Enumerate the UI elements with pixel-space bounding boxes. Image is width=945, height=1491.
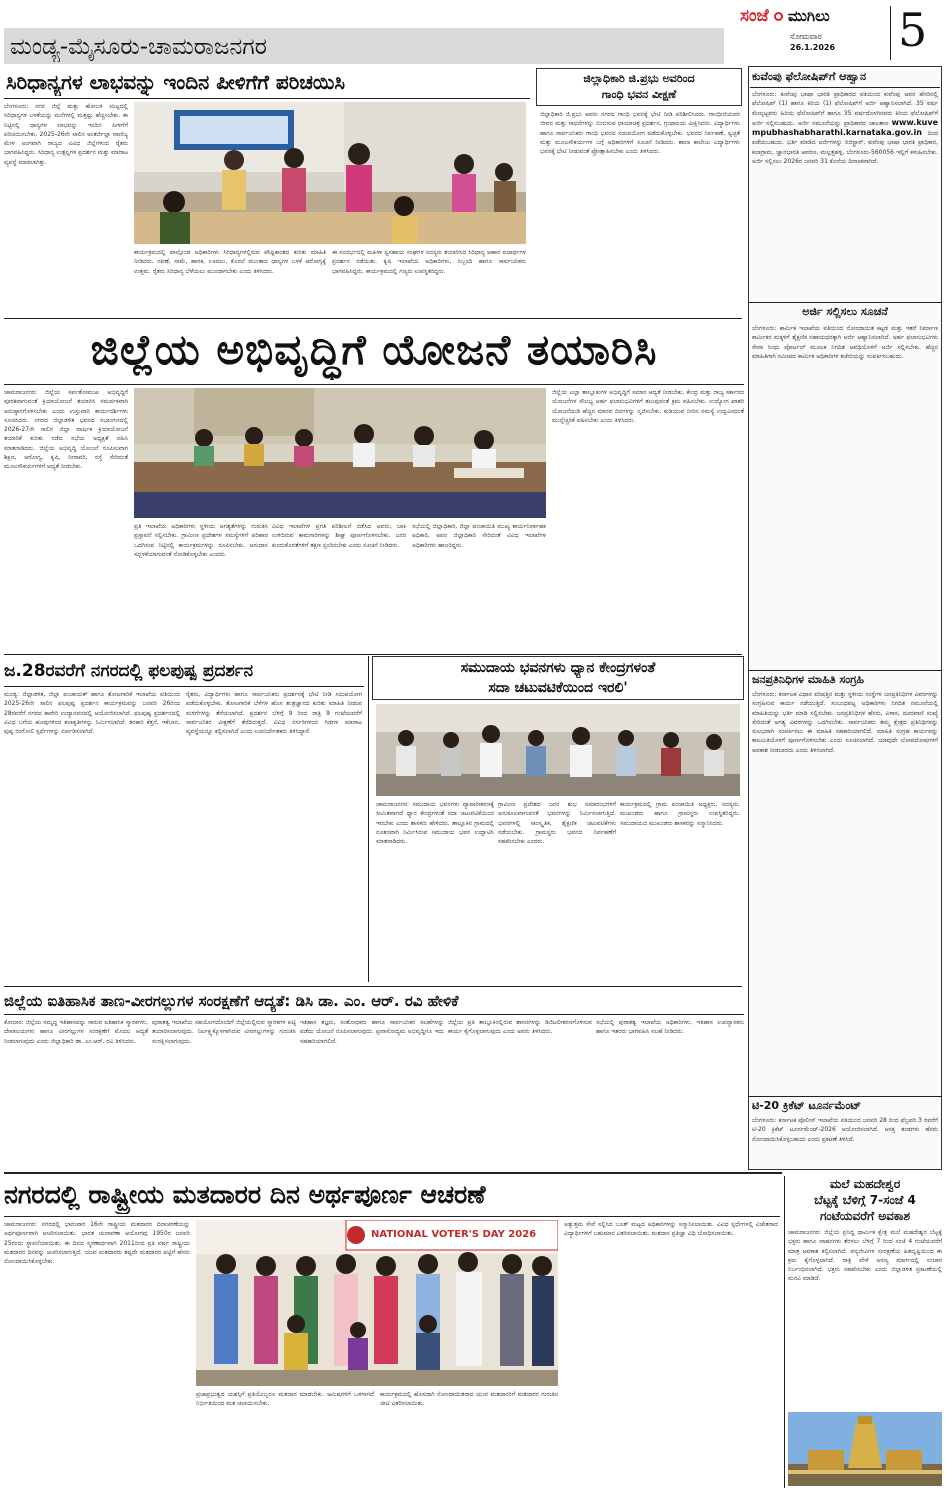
page-number: 5: [898, 3, 928, 57]
story-district-plan-col3: ವಿವಿಧ ಇಲಾಖೆಗಳ ಪ್ರಗತಿ ಪರಿಶೀಲನೆ ನಡೆಸಿದ ಅವರು, ಬಾಕಿ ಉಳಿದಿರುವ ಕಾಮಗಾರಿಗಳನ್ನು ಶೀಘ್ರ ಪೂರ್ಣಗೊಳಿಸಬೇಕು. ಜನರ ಕುಂದುಕೊರತೆಗಳಿಗೆ ತಕ್ಷಣ ಸ್ಪಂದಿಸಬೇಕು ಎಂದು ಸೂಚನೆ ನೀಡಿದರು.: [272, 523, 406, 549]
divider-story6-top: [4, 986, 742, 987]
story-mm-hills: [788, 1176, 942, 1488]
story-millets-col1: ಬೆಂಗಳೂರು: ನಗರ ಜಿಲ್ಲೆ ಮತ್ತು ಹೋಬಳಿ ಮಟ್ಟದಲ್ಲಿ ಸಿರಿಧಾನ್ಯಗಳ ಬಳಕೆಯನ್ನು ಮನೆಗಳಲ್ಲಿ ಮತ್ತಷ್ಟು ಹೆಚ್ಚಿಸಬೇಕು. ಈ ನಿಟ್ಟಿನಲ್ಲಿ ಧಾನ್ಯಗಳ ಲಾಭವನ್ನು ಇಂದಿನ ಪೀಳಿಗೆಗೆ ಪರಿಚಯಿಸಬೇಕು. 2025-26ನೇ ಸಾಲಿನ ಅಂತರ್ಜಿಲ್ಲಾ ವಾಣಿಜ್ಯ ಮೇಳ ಅಂಗವಾಗಿ ರಾಜ್ಯದ ವಿವಿಧ ಜಿಲ್ಲೆಗಳಿಂದ ರೈತರು ಭಾಗವಹಿಸಿದ್ದರು. ಸಿರಿಧಾನ್ಯ ಉತ್ಪನ್ನಗಳ ಪ್ರದರ್ಶನ ಮತ್ತು ಮಾರಾಟ ವ್ಯವಸ್ಥೆ ಮಾಡಲಾಗಿತ್ತು.: [4, 103, 128, 166]
story-community-halls-photo: [376, 704, 740, 796]
story-district-plan-photo: [134, 388, 546, 518]
logo: [740, 6, 890, 30]
logo-part1: ಸಂಜೆ: [740, 6, 769, 26]
story-heritage-col4: ಜಿಲ್ಲೆಯ ಪ್ರತಿ ತಾಲ್ಲೂಕಿನಲ್ಲಿರುವ ಶಾಸನಗಳನ್ನು ಡಿಜಿಟಲೀಕರಣಗೊಳಿಸುವ ಕಾರ್ಯ ಕೈಗೊಳ್ಳಲಾಗುವುದು ಎಂದು ಅವರು ತಿಳಿಸಿದರು.: [448, 1019, 592, 1036]
story-voters-day-col3: ಕಾರ್ಯಕ್ರಮದಲ್ಲಿ ಹೊಸದಾಗಿ ನೋಂದಾಯಿತರಾದ ಯುವ ಮತದಾರರಿಗೆ ಮತದಾರರ ಗುರುತಿನ ಚೀಟಿ ವಿತರಿಸಲಾಯಿತು.: [380, 1391, 558, 1408]
story-community-halls-col2: ಗ್ರಾಮೀಣ ಪ್ರದೇಶದ ಜನರ ಶುಭ ಸಮಾರಂಭಗಳಿಗೆ ಅನುಕೂಲವಾಗುವಂತೆ ಭವನಗಳನ್ನು ನಿರ್ಮಿಸಲಾಗುತ್ತಿದೆ. ಭವನಗಳಲ್ಲಿ ಸಾಂಸ್ಕೃತಿಕ, ಶೈಕ್ಷಣಿಕ ಚಟುವಟಿಕೆಗಳು ನಡೆಯಬೇಕು. ಗ್ರಾಮಸ್ಥರು ಭವನದ ನಿರ್ವಹಣೆಗೆ ಸಹಕರಿಸಬೇಕು ಎಂದರು.: [498, 801, 616, 846]
sidebar: [748, 66, 942, 1172]
story-flower-show-headline: ಜ.28ರವರೆಗೆ ನಗರದಲ್ಲಿ ಫಲಪುಷ್ಪ ಪ್ರದರ್ಶನ: [4, 661, 254, 681]
story-heritage: [4, 988, 744, 1168]
issue-day: ಸೋಮವಾರ: [790, 32, 822, 41]
issue-date: 26.1.2026: [790, 43, 836, 52]
sidebar-fellowship-body: [752, 90, 938, 298]
story-mm-hills-body: ಚಾಮರಾಜನಗರ: ಜಿಲ್ಲೆಯ ಪ್ರಸಿದ್ಧ ಧಾರ್ಮಿಕ ಕ್ಷೇತ್ರ ಮಲೆ ಮಹದೇಶ್ವರ ಬೆಟ್ಟಕ್ಕೆ ಭಕ್ತರು ಹಾಗೂ ವಾಹನಗಳು ತೆರಳಲು ಬೆಳಿಗ್ಗೆ 7 ರಿಂದ ಸಂಜೆ 4 ಗಂಟೆಯವರೆಗೆ ಮಾತ್ರ ಅವಕಾಶ ಕಲ್ಪಿಸಲಾಗಿದೆ. ವನ್ಯಜೀವಿಗಳ ಸಂರಕ್ಷಣೆಯ ಹಿತದೃಷ್ಟಿಯಿಂದ ಈ ಕ್ರಮ ಕೈಗೊಳ್ಳಲಾಗಿದೆ. ರಾತ್ರಿ ವೇಳೆ ಅರಣ್ಯ ಮಾರ್ಗದಲ್ಲಿ ಸಂಚಾರ ನಿರ್ಬಂಧಿಸಲಾಗಿದೆ. ಭಕ್ತರು ಸಹಕರಿಸಬೇಕು ಎಂದು ಜಿಲ್ಲಾಡಳಿತ ಪ್ರಕಟಣೆಯಲ್ಲಿ ಮನವಿ ಮಾಡಿದೆ.: [788, 1229, 942, 1283]
sidebar-fellowship-url[interactable]: www.kuvempubhashabharathi.karnataka.gov.in: [752, 117, 938, 138]
story-community-halls-col3: ಕಾರ್ಯಕ್ರಮದಲ್ಲಿ ಗ್ರಾಮ ಪಂಚಾಯಿತಿ ಅಧ್ಯಕ್ಷರು, ಸದಸ್ಯರು, ಮುಖಂಡರು ಹಾಗೂ ಗ್ರಾಮಸ್ಥರು ಉಪಸ್ಥಿತರಿದ್ದರು. ಸಮುದಾಯದ ಮುಖಂಡರು ಶಾಸಕರನ್ನು ಸನ್ಮಾನಿಸಿದರು.: [620, 801, 740, 827]
sidebar-divider-1: [748, 302, 942, 303]
story-district-plan-col4: ಸಭೆಯಲ್ಲಿ ಜಿಲ್ಲಾಧಿಕಾರಿ, ಜಿಲ್ಲಾ ಪಂಚಾಯಿತಿ ಮುಖ್ಯ ಕಾರ್ಯನಿರ್ವಾಹಕ ಅಧಿಕಾರಿ, ಅಪರ ಜಿಲ್ಲಾಧಿಕಾರಿ ಸೇರಿದಂತೆ ವಿವಿಧ ಇಲಾಖೆಗಳ ಅಧಿಕಾರಿಗಳು ಹಾಜರಿದ್ದರು.: [412, 523, 546, 549]
divider-story8-left: [784, 1176, 785, 1488]
story-district-plan-col1: ಚಾಮರಾಜನಗರ: ಜಿಲ್ಲೆಯ ಸರ್ವತೋಮುಖ ಅಭಿವೃದ್ಧಿಗೆ ಪೂರಕವಾಗುವಂತೆ ಕ್ರಿಯಾಯೋಜನೆ ತಯಾರಿಸಿ ಸಮರ್ಪಕವಾಗಿ ಅನುಷ್ಠಾನಗೊಳಿಸಬೇಕು ಎಂದು ಉಸ್ತುವಾರಿ ಕಾರ್ಯದರ್ಶಿಗಳು ಸೂಚಿಸಿದರು. ನಗರದ ಜಿಲ್ಲಾಡಳಿತ ಭವನದ ಸಭಾಂಗಣದಲ್ಲಿ 2026-27ನೇ ಸಾಲಿನ ಜಿಲ್ಲಾ ವಾರ್ಷಿಕ ಕ್ರಿಯಾಯೋಜನೆ ತಯಾರಿಕೆ ಕುರಿತು ನಡೆದ ಸಭೆಯ ಅಧ್ಯಕ್ಷತೆ ವಹಿಸಿ ಮಾತನಾಡಿದರು. ಜಿಲ್ಲೆಯ ಅಭಿವೃದ್ಧಿ ಯೋಜನೆ ರೂಪಿಸುವಾಗ ಶಿಕ್ಷಣ, ಆರೋಗ್ಯ, ಕೃಷಿ, ನೀರಾವರಿ, ರಸ್ತೆ ಸೇರಿದಂತೆ ಮೂಲಸೌಕರ್ಯಗಳಿಗೆ ಆದ್ಯತೆ ನೀಡಬೇಕು.: [4, 389, 128, 471]
sidebar-cricket-body: ಬೆಂಗಳೂರು: ಕರ್ನಾಟಕ ಪೊಲೀಸ್ ಇಲಾಖೆಯ ವತಿಯಿಂದ ಜನವರಿ 28 ರಿಂದ ಫೆಬ್ರವರಿ 3 ರವರೆಗೆ ಟಿ-20 ಕ್ರಿಕೆಟ್ ಟೂರ್ನಮೆಂಟ್-2026 ಆಯೋಜಿಸಲಾಗಿದೆ. ಆಸಕ್ತ ತಂಡಗಳು ಹೆಸರು ನೋಂದಾಯಿಸಿಕೊಳ್ಳಬಹುದು ಎಂದು ಪ್ರಕಟಣೆ ತಿಳಿಸಿದೆ.: [752, 1117, 938, 1143]
story-heritage-rule: [4, 1014, 744, 1015]
divider-story5-left: [368, 656, 369, 982]
divider-story3-top: [4, 318, 742, 319]
story-district-plan-col5: ಜಿಲ್ಲೆಯ ಎಲ್ಲಾ ತಾಲ್ಲೂಕುಗಳ ಅಭಿವೃದ್ಧಿಗೆ ಸಮಾನ ಆದ್ಯತೆ ನೀಡಬೇಕು. ಕೇಂದ್ರ ಮತ್ತು ರಾಜ್ಯ ಸರ್ಕಾರದ ಯೋಜನೆಗಳ ಸೌಲಭ್ಯ ಅರ್ಹ ಫಲಾನುಭವಿಗಳಿಗೆ ತಲುಪುವಂತೆ ಕ್ರಮ ವಹಿಸಬೇಕು. ಉದ್ಯೋಗ ಖಾತರಿ ಯೋಜನೆಯಡಿ ಹೆಚ್ಚಿನ ಮಾನವ ದಿನಗಳನ್ನು ಸೃಜಿಸಬೇಕು. ಕುಡಿಯುವ ನೀರಿನ ಸಮಸ್ಯೆ ಉದ್ಭವಿಸದಂತೆ ಮುನ್ನೆಚ್ಚರಿಕೆ ವಹಿಸಬೇಕು ಎಂದು ತಿಳಿಸಿದರು.: [552, 389, 744, 424]
story-community-halls-col1: ಚಾಮರಾಜನಗರ: ಸಮುದಾಯ ಭವನಗಳು ವ್ಯಾಪಾರೀಕರಣಕ್ಕೆ ಸೀಮಿತವಾಗದೆ ಧ್ಯಾನ ಕೇಂದ್ರಗಳಂತೆ ಸದಾ ಚಟುವಟಿಕೆಯಿಂದ ಇರಬೇಕು ಎಂದು ಶಾಸಕರು ಹೇಳಿದರು. ತಾಲ್ಲೂಕಿನ ಗ್ರಾಮದಲ್ಲಿ ನೂತನವಾಗಿ ನಿರ್ಮಿಸಿರುವ ಸಮುದಾಯ ಭವನ ಉದ್ಘಾಟಿಸಿ ಮಾತನಾಡಿದರು.: [376, 801, 494, 846]
story-flower-show-rule: [4, 686, 364, 687]
story-millets-col3: ಈ ಸಂದರ್ಭದಲ್ಲಿ ಮಹಿಳಾ ಸ್ವಸಹಾಯ ಸಂಘಗಳ ಸದಸ್ಯರು ತಯಾರಿಸಿದ ಸಿರಿಧಾನ್ಯ ಆಹಾರ ಪದಾರ್ಥಗಳ ಪ್ರದರ್ಶನ ನಡೆಯಿತು. ಕೃಷಿ ಇಲಾಖೆಯ ಅಧಿಕಾರಿಗಳು, ಸಿಬ್ಬಂದಿ ಹಾಗೂ ಸಾರ್ವಜನಿಕರು ಭಾಗವಹಿಸಿದ್ದರು. ಕಾರ್ಯಕ್ರಮದಲ್ಲಿ ಗಣ್ಯರು ಉಪಸ್ಥಿತರಿದ್ದರು.: [332, 249, 526, 275]
story-community-halls-headline-line2: ಸದಾ ಚಟುವಟಿಕೆಯಿಂದ ಇರಲಿ': [488, 680, 628, 696]
story-voters-day: [4, 1176, 780, 1488]
sidebar-apply-title: ಅರ್ಜಿ ಸಲ್ಲಿಸಲು ಸೂಚನೆ: [802, 305, 888, 318]
story-gandhi-bhavan: [536, 68, 742, 314]
sidebar-fellowship-text: ಬೆಂಗಳೂರು: ಕುವೆಂಪು ಭಾಷಾ ಭಾರತಿ ಪ್ರಾಧಿಕಾರದ ವತಿಯಿಂದ ಕುವೆಂಪು ಅವರ ಹೆಸರಿನಲ್ಲಿ ಫೆಲೋಷಿಪ್ (1) ಹಾಗೂ ಕಿರಿಯ (1) ಫೆಲೋಷಿಪ್‌ಗೆ ಅರ್ಜಿ ಆಹ್ವಾನಿಸಲಾಗಿದೆ. 35 ವರ್ಷ ಮೇಲ್ಪಟ್ಟವರು ಹಿರಿಯ ಫೆಲೋಷಿಪ್‌ಗೆ ಹಾಗೂ 35 ವರ್ಷದೊಳಗಿನವರು ಕಿರಿಯ ಫೆಲೋಷಿಪ್‌ಗೆ ಅರ್ಜಿ ಸಲ್ಲಿಸಬಹುದು. ಅರ್ಜಿ ನಮೂನೆಯನ್ನು ಪ್ರಾಧಿಕಾರದ ಜಾಲತಾಣ: [752, 91, 938, 127]
meeting-photo-svg: [134, 388, 546, 518]
logo-part2: ಮುಗಿಲು: [787, 7, 830, 25]
voters-photo-svg: [196, 1220, 558, 1386]
sidebar-fellowship-text2: ದಿಂದ ಪಡೆಯಬಹುದು. ಭರ್ತಿ ಮಾಡಿದ ಅರ್ಜಿಗಳನ್ನು ರಿಜಿಸ್ಟ್ರಾರ್, ಕುವೆಂಪು ಭಾಷಾ ಭಾರತಿ ಪ್ರಾಧಿಕಾರ, ಕಲಾಗ್ರಾಮ, ಜ್ಞಾನಭಾರತಿ ಆವರಣ, ಮಲ್ಲತ್ತಹಳ್ಳಿ, ಬೆಂಗಳೂರು-560056 ಇಲ್ಲಿಗೆ ಕಳುಹಿಸಬೇಕು. ಅರ್ಜಿ ಸಲ್ಲಿಸಲು 2026ರ ಜನವರಿ 31 ಕೊನೆಯ ದಿನಾಂಕವಾಗಿದೆ.: [752, 130, 938, 166]
voters-photo-banner: NATIONAL VOTER'S DAY 2026: [371, 1229, 537, 1240]
sidebar-reps-title: ಜನಪ್ರತಿನಿಧಿಗಳ ಮಾಹಿತಿ ಸಂಗ್ರಹಿ: [752, 673, 865, 686]
story-gandhi-headline-line2: ಗಾಂಧಿ ಭವನ ವೀಕ್ಷಣೆ: [601, 88, 677, 101]
sidebar-divider-3: [748, 1096, 942, 1097]
story-voters-day-rule: [4, 1216, 780, 1217]
masthead-divider: [890, 6, 891, 60]
story-district-plan-col2: ಪ್ರತಿ ಇಲಾಖೆಯ ಅಧಿಕಾರಿಗಳು ಸ್ಥಳೀಯ ಅಗತ್ಯತೆಗಳನ್ನು ಗುರುತಿಸಿ ಪ್ರಸ್ತಾವನೆ ಸಲ್ಲಿಸಬೇಕು. ಗ್ರಾಮೀಣ ಪ್ರದೇಶಗಳ ಸಮಸ್ಯೆಗಳಿಗೆ ಪರಿಹಾರ ಒದಗಿಸುವ ನಿಟ್ಟಿನಲ್ಲಿ ಕಾರ್ಯಕ್ರಮಗಳನ್ನು ರೂಪಿಸಬೇಕು. ಅನುದಾನ ಸದ್ಬಳಕೆಯಾಗುವಂತೆ ನೋಡಿಕೊಳ್ಳಬೇಕು ಎಂದರು.: [134, 523, 268, 558]
story-millets-photo: [134, 102, 526, 244]
story-heritage-col1: ಕೋಲಾರ: ಜಿಲ್ಲೆಯ ಸಮೃದ್ಧ ಇತಿಹಾಸವನ್ನು ಸಾರುವ ಐತಿಹಾಸಿಕ ಸ್ಮಾರಕಗಳು, ದೇವಾಲಯಗಳು ಹಾಗೂ ವೀರಗಲ್ಲುಗಳ ಸಂರಕ್ಷಣೆಗೆ ಮೊದಲ ಆದ್ಯತೆ ನೀಡಲಾಗುವುದು ಎಂದು ಜಿಲ್ಲಾಧಿಕಾರಿ ಡಾ. ಎಂ.ಆರ್. ರವಿ ತಿಳಿಸಿದರು.: [4, 1019, 148, 1045]
story-mm-hills-headline-line1: ಮಲೆ ಮಹದೇಶ್ವರ: [829, 1177, 901, 1191]
logo-swirl-icon: [774, 12, 783, 21]
section-title: ಮಂಡ್ಯ-ಮೈಸೂರು-ಚಾಮರಾಜನಗರ: [10, 34, 267, 60]
story-mm-hills-headline-line3: ಗಂಟೆಯವರೆಗೆ ಅವಕಾಶ: [819, 1209, 911, 1223]
divider-story4-top: [4, 654, 742, 655]
story-heritage-col5: ಸಭೆಯಲ್ಲಿ ಪುರಾತತ್ವ ಇಲಾಖೆಯ ಅಧಿಕಾರಿಗಳು, ಇತಿಹಾಸ ಉಪನ್ಯಾಸಕರು ಹಾಗೂ ಇತರರು ಭಾಗವಹಿಸಿ ಸಲಹೆ ನೀಡಿದರು.: [596, 1019, 744, 1036]
sidebar-fellowship-title: ಕುವೆಂಪು ಫೆಲೋಷಿಪ್‌ಗೆ ಆಹ್ವಾನ: [752, 70, 867, 83]
story-voters-day-headline: ನಗರದಲ್ಲಿ ರಾಷ್ಟ್ರೀಯ ಮತದಾರರ ದಿನ ಅರ್ಥಪೂರ್ಣ ಆಚರಣೆ: [4, 1180, 486, 1209]
sidebar-fellowship-rule: [750, 87, 940, 88]
story-voters-day-col4: ಅತ್ಯುತ್ತಮ ಸೇವೆ ಸಲ್ಲಿಸಿದ ಬೂತ್ ಮಟ್ಟದ ಅಧಿಕಾರಿಗಳನ್ನು ಸನ್ಮಾನಿಸಲಾಯಿತು. ವಿವಿಧ ಸ್ಪರ್ಧೆಗಳಲ್ಲಿ ವಿಜೇತರಾದ ವಿದ್ಯಾರ್ಥಿಗಳಿಗೆ ಬಹುಮಾನ ವಿತರಿಸಲಾಯಿತು. ಮತದಾನ ಪ್ರತಿಜ್ಞಾ ವಿಧಿ ಬೋಧಿಸಲಾಯಿತು.: [564, 1221, 778, 1238]
story-voters-day-photo: [196, 1220, 558, 1386]
story-voters-day-col1: ಚಾಮರಾಜನಗರ: ನಗರದಲ್ಲಿ ಭಾನುವಾರ 16ನೇ ರಾಷ್ಟ್ರೀಯ ಮತದಾರರ ದಿನಾಚರಣೆಯನ್ನು ಅರ್ಥಪೂರ್ಣವಾಗಿ ಆಚರಿಸಲಾಯಿತು. ಭಾರತ ಚುನಾವಣಾ ಆಯೋಗವು 1950ರ ಜನವರಿ 25ರಂದು ಸ್ಥಾಪನೆಯಾಯಿತು. ಈ ದಿನದ ಸ್ಮರಣಾರ್ಥವಾಗಿ 2011ರಿಂದ ಪ್ರತಿ ವರ್ಷ ರಾಷ್ಟ್ರೀಯ ಮತದಾರರ ದಿನವನ್ನು ಆಚರಿಸಲಾಗುತ್ತಿದೆ. ಯುವ ಮತದಾರರು ತಪ್ಪದೇ ಮತದಾರರ ಪಟ್ಟಿಗೆ ಹೆಸರು ನೋಂದಾಯಿಸಿಕೊಳ್ಳಬೇಕು.: [4, 1221, 190, 1266]
story-heritage-col3: ಇತಿಹಾಸ ತಜ್ಞರು, ಸಂಶೋಧಕರು ಹಾಗೂ ಸಾರ್ವಜನಿಕರ ಸಲಹೆಗಳನ್ನು ಪಡೆದು ಯೋಜನೆ ರೂಪಿಸಲಾಗುವುದು. ಪ್ರವಾಸೋದ್ಯಮ ಅಭಿವೃದ್ಧಿಗೂ ಇದು ಸಹಕಾರಿಯಾಗಲಿದೆ.: [300, 1019, 444, 1045]
story-community-halls: [372, 656, 744, 982]
story-flower-show-col1: ಮಂಡ್ಯ: ಜಿಲ್ಲಾಡಳಿತ, ಜಿಲ್ಲಾ ಪಂಚಾಯತ್ ಹಾಗೂ ತೋಟಗಾರಿಕೆ ಇಲಾಖೆಯ ವತಿಯಿಂದ 2025-26ನೇ ಸಾಲಿನ ಫಲಪುಷ್ಪ ಪ್ರದರ್ಶನ ಕಾರ್ಯಕ್ರಮವನ್ನು ಜನವರಿ 26ರಿಂದ 28ರವರೆಗೆ ನಗರದ ಕಾವೇರಿ ಉದ್ಯಾನವನದಲ್ಲಿ ಆಯೋಜಿಸಲಾಗಿದೆ. ಫಲಪುಷ್ಪ ಪ್ರದರ್ಶನದಲ್ಲಿ ವಿವಿಧ ಬಗೆಯ ಹೂವುಗಳಿಂದ ಕಲಾಕೃತಿಗಳನ್ನು ನಿರ್ಮಿಸಲಾಗಿದೆ. ತರಕಾರಿ ಕೆತ್ತನೆ, ಇಕೆಬಾನ, ಪುಷ್ಪ ರಂಗೋಲಿ ಸ್ಪರ್ಧೆಗಳನ್ನು ಏರ್ಪಡಿಸಲಾಗಿದೆ.: [4, 691, 180, 736]
story-gandhi-body: ಜಿಲ್ಲಾಧಿಕಾರಿ ಜಿ.ಪ್ರಭು ಅವರು ನಗರದ ಗಾಂಧಿ ಭವನಕ್ಕೆ ಭೇಟಿ ನೀಡಿ ಪರಿಶೀಲಿಸಿದರು. ಗಾಂಧೀಜಿಯವರ ಜೀವನ ಮತ್ತು ಸಾಧನೆಗಳನ್ನು ಬಿಂಬಿಸುವ ಛಾಯಾಚಿತ್ರ ಪ್ರದರ್ಶನ, ಗ್ರಂಥಾಲಯ ವೀಕ್ಷಿಸಿದರು. ವಿದ್ಯಾರ್ಥಿಗಳು ಹಾಗೂ ಸಾರ್ವಜನಿಕರು ಗಾಂಧಿ ಭವನದ ಸದುಪಯೋಗ ಪಡೆದುಕೊಳ್ಳಬೇಕು. ಭವನದ ನಿರ್ವಹಣೆ, ಸ್ವಚ್ಛತೆ ಮತ್ತು ಮೂಲಸೌಕರ್ಯಗಳ ಬಗ್ಗೆ ಅಧಿಕಾರಿಗಳಿಗೆ ಸೂಚನೆ ನೀಡಿದರು. ಶಾಲಾ ಕಾಲೇಜು ವಿದ್ಯಾರ್ಥಿಗಳು ಭವನಕ್ಕೆ ಭೇಟಿ ನೀಡುವಂತೆ ಪ್ರೋತ್ಸಾಹಿಸಬೇಕು ಎಂದು ತಿಳಿಸಿದರು.: [540, 111, 740, 156]
sidebar-cricket-title: ಟಿ-20 ಕ್ರಿಕೆಟ್ ಟೂರ್ನಮೆಂಟ್: [752, 1099, 862, 1112]
divider-story7-top: [4, 1172, 782, 1174]
millets-photo-svg: [134, 102, 526, 244]
temple-photo-svg: [788, 1412, 942, 1486]
story-voters-day-col2: ಪ್ರಜಾಪ್ರಭುತ್ವದ ಯಶಸ್ಸಿಗೆ ಪ್ರತಿಯೊಬ್ಬರೂ ಮತದಾನ ಮಾಡಬೇಕು. ಆಮಿಷಗಳಿಗೆ ಒಳಗಾಗದೆ ನಿರ್ಭೀತಿಯಿಂದ ಮತ ಚಲಾಯಿಸಬೇಕು.: [196, 1391, 374, 1408]
sidebar-divider-2: [748, 670, 942, 671]
sidebar-apply-body: ಬೆಂಗಳೂರು: ಕಾರ್ಮಿಕ ಇಲಾಖೆಯ ವತಿಯಿಂದ ನೋಂದಾಯಿತ ಕಟ್ಟಡ ಮತ್ತು ಇತರೆ ನಿರ್ಮಾಣ ಕಾರ್ಮಿಕರ ಮಕ್ಕಳಿಗೆ ಶೈಕ್ಷಣಿಕ ಸಹಾಯಧನಕ್ಕಾಗಿ ಅರ್ಜಿ ಆಹ್ವಾನಿಸಲಾಗಿದೆ. ಅರ್ಹ ಫಲಾನುಭವಿಗಳು ಸೇವಾ ಸಿಂಧು ಪೋರ್ಟಲ್ ಮೂಲಕ ನಿಗದಿತ ಅವಧಿಯೊಳಗೆ ಅರ್ಜಿ ಸಲ್ಲಿಸಬೇಕು. ಹೆಚ್ಚಿನ ಮಾಹಿತಿಗಾಗಿ ಸಮೀಪದ ಕಾರ್ಮಿಕ ಅಧಿಕಾರಿಗಳ ಕಚೇರಿಯನ್ನು ಸಂಪರ್ಕಿಸಬಹುದು.: [752, 325, 938, 360]
story-heritage-headline: ಜಿಲ್ಲೆಯ ಐತಿಹಾಸಿಕ ತಾಣ-ವೀರಗಲ್ಲುಗಳ ಸಂರಕ್ಷಣೆಗೆ ಆದ್ಯತೆ: ಡಿಸಿ ಡಾ. ಎಂ. ಆರ್. ರವಿ ಹೇಳಿಕೆ: [4, 992, 459, 1010]
story-mm-hills-headline-line2: ಬೆಟ್ಟಕ್ಕೆ ಬೆಳಿಗ್ಗೆ 7-ಸಂಜೆ 4: [814, 1193, 916, 1207]
community-photo-svg: [376, 704, 740, 796]
story-millets-headline-rule: [4, 98, 530, 99]
sidebar-reps-body: ಬೆಂಗಳೂರು: ಕರ್ನಾಟಕ ವಿಧಾನ ಪರಿಷತ್ತಿನ ಮತ್ತು ಸ್ಥಳೀಯ ಸಂಸ್ಥೆಗಳ ಜನಪ್ರತಿನಿಧಿಗಳ ವಿವರಗಳನ್ನು ಸಂಗ್ರಹಿಸುವ ಕಾರ್ಯ ನಡೆಯುತ್ತಿದೆ. ಸಂಬಂಧಪಟ್ಟ ಅಧಿಕಾರಿಗಳು ನಿಗದಿತ ನಮೂನೆಯಲ್ಲಿ ಮಾಹಿತಿಯನ್ನು ಭರ್ತಿ ಮಾಡಿ ಸಲ್ಲಿಸಬೇಕು. ಜನಪ್ರತಿನಿಧಿಗಳ ಹೆಸರು, ವಿಳಾಸ, ದೂರವಾಣಿ ಸಂಖ್ಯೆ ಸೇರಿದಂತೆ ಅಗತ್ಯ ವಿವರಗಳನ್ನು ಒದಗಿಸಬೇಕು. ಸಾರ್ವಜನಿಕರು ತಮ್ಮ ಕ್ಷೇತ್ರದ ಪ್ರತಿನಿಧಿಗಳನ್ನು ಸುಲಭವಾಗಿ ಸಂಪರ್ಕಿಸಲು ಈ ಮಾಹಿತಿ ಸಹಕಾರಿಯಾಗಲಿದೆ. ಮಾಹಿತಿ ಸಂಗ್ರಹ ಕಾರ್ಯವನ್ನು ಕಾಲಮಿತಿಯೊಳಗೆ ಪೂರ್ಣಗೊಳಿಸಬೇಕು ಎಂದು ಸೂಚಿಸಲಾಗಿದೆ. ಯಾವುದೇ ಲೋಪದೋಷಗಳಿಗೆ ಅವಕಾಶ ನೀಡಬಾರದು ಎಂದು ತಿಳಿಸಲಾಗಿದೆ.: [752, 691, 938, 754]
story-district-plan: [4, 320, 744, 650]
story-district-plan-headline: ಜಿಲ್ಲೆಯ ಅಭಿವೃದ್ಧಿಗೆ ಯೋಜನೆ ತಯಾರಿಸಿ: [90, 325, 658, 374]
story-heritage-col2: ಪುರಾತತ್ವ ಇಲಾಖೆಯ ಸಹಯೋಗದೊಂದಿಗೆ ಜಿಲ್ಲೆಯಲ್ಲಿರುವ ಸ್ಮಾರಕಗಳ ಪಟ್ಟಿ ತಯಾರಿಸಲಾಗುವುದು. ನಿರ್ಲಕ್ಷ್ಯಕ್ಕೊಳಗಾಗಿರುವ ವೀರಗಲ್ಲುಗಳನ್ನು ಗುರುತಿಸಿ ಸಂರಕ್ಷಿಸಲಾಗುವುದು.: [152, 1019, 296, 1045]
masthead: [0, 0, 945, 66]
story-flower-show: [4, 656, 364, 982]
story-gandhi-headline-line1: ಜಿಲ್ಲಾಧಿಕಾರಿ ಜಿ.ಪ್ರಭು ಅವರಿಂದ: [583, 72, 695, 85]
story-district-plan-rule: [4, 384, 744, 385]
story-mm-hills-photo: [788, 1412, 942, 1486]
story-millets-headline: ಸಿರಿಧಾನ್ಯಗಳ ಲಾಭವನ್ನು ಇಂದಿನ ಪೀಳಿಗೆಗೆ ಪರಿಚಯಿಸಿ: [6, 70, 346, 94]
story-millets-col2: ಕಾರ್ಯಕ್ರಮದಲ್ಲಿ ಪಾಲ್ಗೊಂಡ ಅಧಿಕಾರಿಗಳು ಸಿರಿಧಾನ್ಯಗಳಲ್ಲಿರುವ ಪೌಷ್ಟಿಕಾಂಶದ ಕುರಿತು ಮಾಹಿತಿ ನೀಡಿದರು. ನವಣೆ, ಸಾಮೆ, ಹಾರಕ, ಊದಲು, ಕೊರಲೆ ಮುಂತಾದ ಧಾನ್ಯಗಳ ಬಳಕೆ ಆರೋಗ್ಯಕ್ಕೆ ಉತ್ತಮ. ರೈತರು ಸಿರಿಧಾನ್ಯ ಬೆಳೆಯಲು ಮುಂದಾಗಬೇಕು ಎಂದು ತಿಳಿಸಿದರು.: [134, 249, 326, 275]
story-millets: [4, 68, 530, 314]
story-flower-show-col2: ರೈತರು, ವಿದ್ಯಾರ್ಥಿಗಳು ಹಾಗೂ ಸಾರ್ವಜನಿಕರು ಪ್ರದರ್ಶನಕ್ಕೆ ಭೇಟಿ ನೀಡಿ ಸದುಪಯೋಗ ಪಡೆದುಕೊಳ್ಳಬೇಕು. ತೋಟಗಾರಿಕೆ ಬೆಳೆಗಳ ಹೊಸ ತಂತ್ರಜ್ಞಾನದ ಕುರಿತು ಮಾಹಿತಿ ನೀಡುವ ಮಳಿಗೆಗಳನ್ನು ತೆರೆಯಲಾಗಿದೆ. ಪ್ರದರ್ಶನ ಬೆಳಿಗ್ಗೆ 9 ರಿಂದ ರಾತ್ರಿ 9 ಗಂಟೆಯವರೆಗೆ ಸಾರ್ವಜನಿಕರ ವೀಕ್ಷಣೆಗೆ ತೆರೆದಿರುತ್ತದೆ. ವಿವಿಧ ನರ್ಸರಿಗಳಿಂದ ಗಿಡಗಳ ಮಾರಾಟ ವ್ಯವಸ್ಥೆಯನ್ನೂ ಕಲ್ಪಿಸಲಾಗಿದೆ ಎಂದು ಉಪನಿರ್ದೇಶಕರು ತಿಳಿಸಿದ್ದಾರೆ.: [186, 691, 362, 736]
story-community-halls-headline-line1: ಸಮುದಾಯ ಭವನಗಳು ಧ್ಯಾನ ಕೇಂದ್ರಗಳಂತೆ: [460, 660, 656, 676]
